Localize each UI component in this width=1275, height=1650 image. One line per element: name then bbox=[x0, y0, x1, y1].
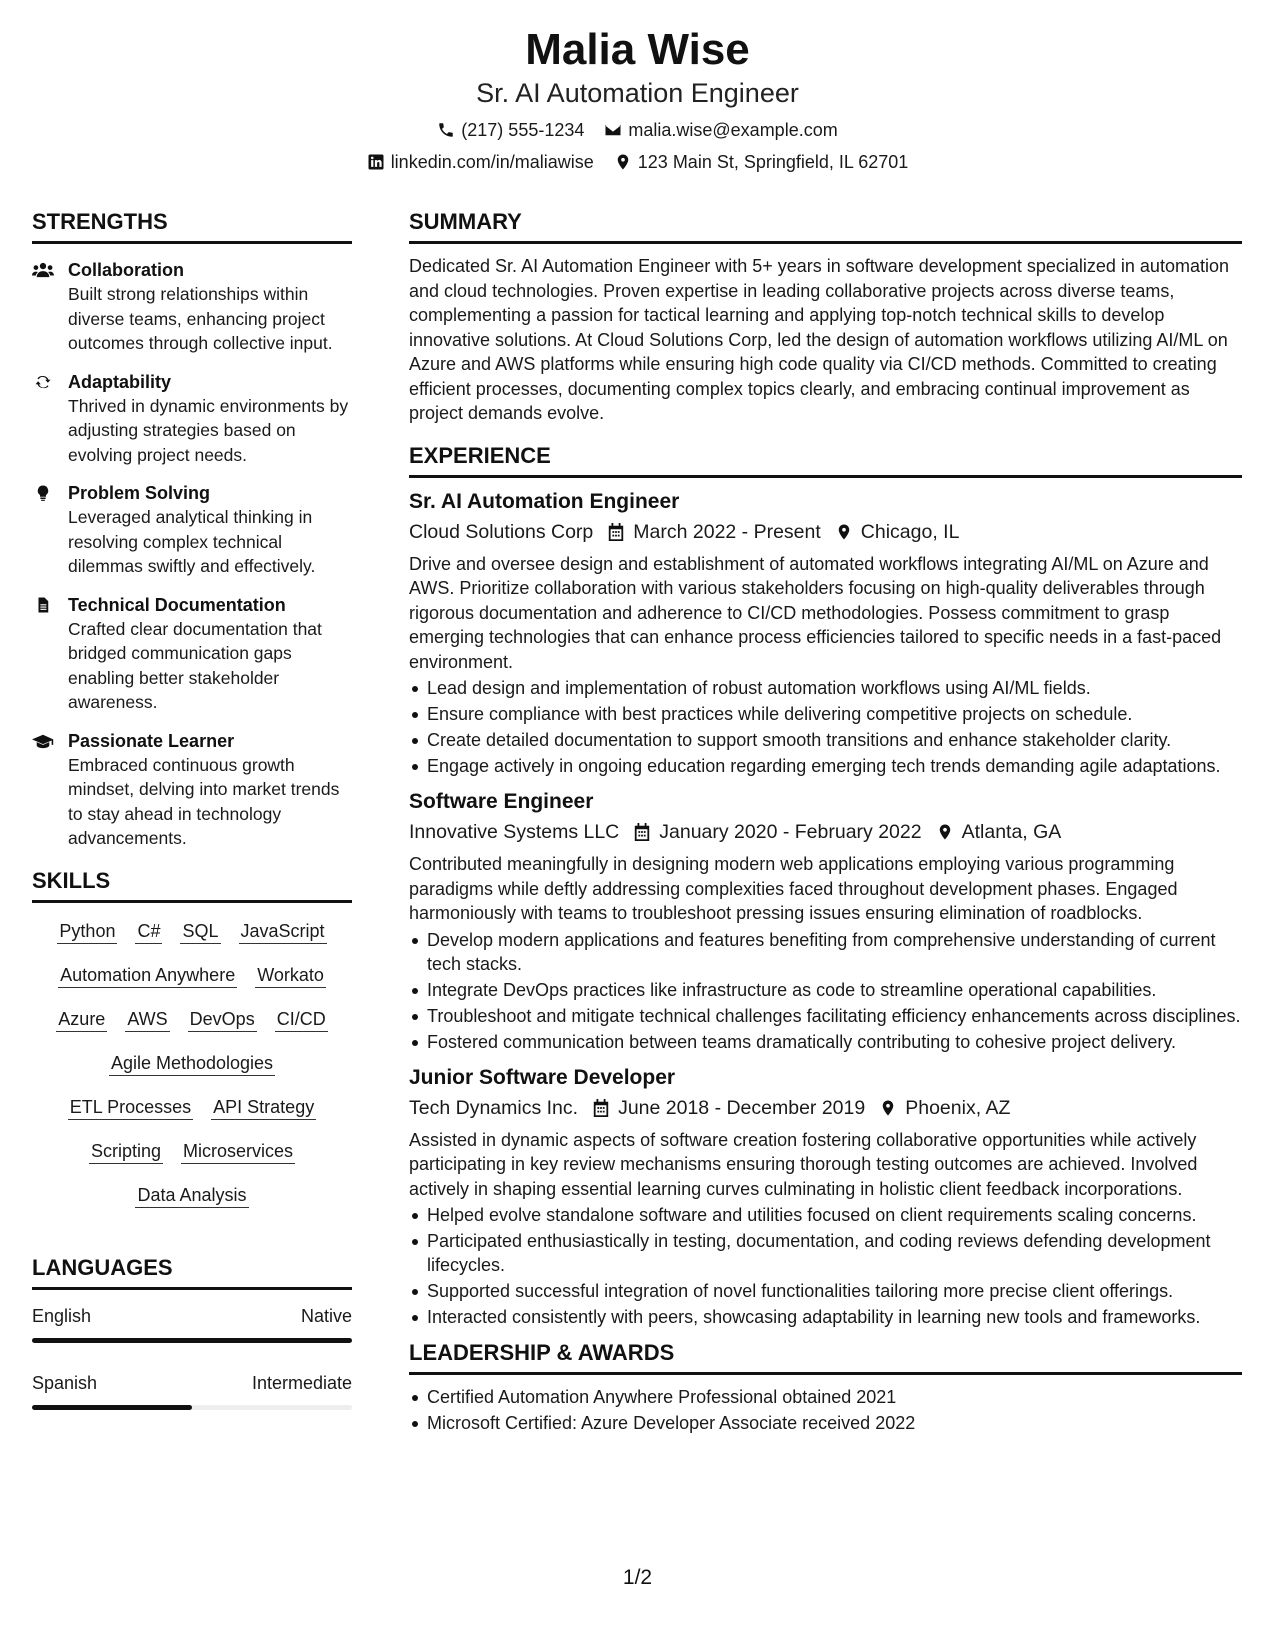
language-level: Intermediate bbox=[251, 1372, 352, 1393]
strength-title: Passionate Learner bbox=[68, 730, 235, 751]
summary-text: Dedicated Sr. AI Automation Engineer with 5+ years in software development specialized in automation and cloud technologies. Proven expertise in leading collaborative projects across diverse teams, complementing a passion for tactical learning and applying top-notch technical skills to develop innovative solutions. At Cloud Solutions Corp, led the design of automation workflows utilizing AI/ML on Azure and AWS platforms while ensuring high code quality via CI/CD methods. Committed to creating efficient processes, documenting complex topics clearly, and embracing continual improvement as project demands evolve. bbox=[409, 256, 1229, 423]
language-name: Spanish bbox=[32, 1372, 98, 1393]
job-role: Junior Software Developer bbox=[409, 1065, 676, 1089]
skill-tag: C# bbox=[135, 919, 162, 944]
graduation-cap-icon bbox=[32, 732, 54, 750]
refresh-icon bbox=[32, 373, 54, 391]
job-bullets bbox=[409, 928, 1242, 1054]
language-proficiency-fill bbox=[32, 1405, 192, 1410]
skill-tag: SQL bbox=[180, 919, 220, 944]
skill-tag: Microservices bbox=[181, 1139, 295, 1164]
summary-heading: SUMMARY bbox=[409, 208, 1242, 244]
list-item: Lead design and implementation of robust automation workflows using AI/ML fields. bbox=[409, 676, 1242, 700]
strength-item bbox=[32, 593, 352, 715]
skills-list bbox=[32, 913, 352, 1208]
language-item bbox=[32, 1371, 352, 1410]
job-entry bbox=[409, 1064, 1242, 1330]
strength-desc: Embraced continuous growth mindset, delving into market trends to stay ahead in technology advancements. bbox=[68, 754, 340, 848]
skill-tag: Scripting bbox=[89, 1139, 163, 1164]
job-dates: March 2022 - Present bbox=[633, 520, 821, 543]
skill-tag: Data Analysis bbox=[135, 1183, 248, 1208]
page-number: 1/2 bbox=[622, 1566, 653, 1589]
strength-item bbox=[32, 729, 352, 851]
strength-title: Problem Solving bbox=[68, 483, 211, 503]
job-bullets bbox=[409, 676, 1242, 778]
skill-tag: JavaScript bbox=[239, 919, 327, 944]
job-location: Phoenix, AZ bbox=[905, 1096, 1011, 1119]
envelope-icon bbox=[604, 121, 622, 139]
language-proficiency-fill bbox=[32, 1338, 352, 1343]
phone-icon bbox=[437, 121, 455, 139]
skill-tag: Automation Anywhere bbox=[58, 963, 237, 988]
phone-number: (217) 555-1234 bbox=[461, 120, 585, 140]
strength-item bbox=[32, 258, 352, 356]
job-location: Atlanta, GA bbox=[961, 821, 1062, 843]
language-name: English bbox=[32, 1305, 92, 1326]
language-proficiency-bar bbox=[32, 1338, 352, 1343]
strength-desc: Thrived in dynamic environments by adjusting strategies based on evolving project needs. bbox=[68, 395, 349, 465]
map-pin-icon bbox=[879, 1098, 897, 1118]
job-dates: January 2020 - February 2022 bbox=[659, 821, 922, 843]
list-item: Helped evolve standalone software and utilities focused on client requirements scaling concerns. bbox=[409, 1203, 1242, 1227]
calendar-icon bbox=[633, 822, 651, 842]
skills-heading: SKILLS bbox=[32, 867, 352, 903]
job-meta bbox=[409, 518, 1242, 546]
strength-item bbox=[32, 370, 352, 468]
strengths-list bbox=[32, 254, 352, 851]
job-entry bbox=[409, 488, 1242, 779]
language-item bbox=[32, 1304, 352, 1343]
job-dates: June 2018 - December 2019 bbox=[618, 1096, 866, 1119]
job-bullets bbox=[409, 1203, 1242, 1329]
job-location: Chicago, IL bbox=[860, 520, 960, 543]
strength-title: Adaptability bbox=[68, 371, 172, 392]
list-item: Supported successful integration of novel functionalities tailoring more precise client offerings. bbox=[409, 1279, 1242, 1303]
strength-title: Technical Documentation bbox=[68, 594, 286, 615]
strength-desc: Crafted clear documentation that bridged communication gaps enabling better stakeholder awareness. bbox=[68, 618, 322, 712]
address-contact bbox=[614, 150, 909, 174]
language-proficiency-bar bbox=[32, 1405, 352, 1410]
skill-tag: Azure bbox=[56, 1007, 107, 1032]
phone-contact bbox=[437, 118, 584, 142]
list-item: Interacted consistently with peers, showcasing adaptability in learning new tools and frameworks. bbox=[409, 1305, 1242, 1329]
right-column bbox=[409, 208, 1242, 1437]
skill-tag: API Strategy bbox=[211, 1095, 316, 1120]
skill-tag: CI/CD bbox=[275, 1007, 328, 1032]
lightbulb-icon bbox=[32, 484, 54, 502]
skill-tag: Agile Methodologies bbox=[109, 1051, 275, 1076]
map-pin-icon bbox=[614, 153, 632, 171]
map-pin-icon bbox=[936, 822, 954, 842]
address-text: 123 Main St, Springfield, IL 62701 bbox=[637, 152, 909, 172]
email-address[interactable]: malia.wise@example.com bbox=[628, 120, 838, 140]
users-icon bbox=[32, 261, 54, 279]
strength-title: Collaboration bbox=[68, 260, 184, 280]
strength-desc: Leveraged analytical thinking in resolving complex technical dilemmas swiftly and effectively. bbox=[68, 507, 316, 576]
list-item: Troubleshoot and mitigate technical challenges facilitating efficiency enhancements across disciplines. bbox=[409, 1004, 1242, 1028]
linkedin-contact[interactable] bbox=[367, 150, 594, 174]
language-level: Native bbox=[300, 1305, 352, 1326]
skill-tag: Workato bbox=[255, 963, 326, 988]
strengths-heading: STRENGTHS bbox=[32, 208, 352, 244]
skill-tag: ETL Processes bbox=[68, 1095, 193, 1120]
list-item: Fostered communication between teams dramatically contributing to cohesive project delivery. bbox=[409, 1030, 1242, 1054]
strength-item bbox=[32, 481, 352, 579]
map-pin-icon bbox=[835, 522, 853, 542]
job-meta bbox=[409, 818, 1242, 846]
email-contact[interactable] bbox=[604, 118, 837, 142]
candidate-title: Sr. AI Automation Engineer bbox=[476, 78, 799, 108]
list-item: Microsoft Certified: Azure Developer Associate received 2022 bbox=[409, 1411, 1242, 1435]
list-item: Certified Automation Anywhere Professional obtained 2021 bbox=[409, 1385, 1242, 1409]
calendar-icon bbox=[592, 1098, 610, 1118]
job-entry bbox=[409, 788, 1242, 1054]
strength-desc: Built strong relationships within diverse teams, enhancing project outcomes through collective input. bbox=[68, 284, 333, 353]
resume-header bbox=[0, 24, 1275, 174]
contact-row-1 bbox=[0, 118, 1275, 142]
languages-heading: LANGUAGES bbox=[32, 1254, 352, 1290]
calendar-icon bbox=[607, 522, 625, 542]
list-item: Participated enthusiastically in testing, documentation, and coding reviews defending development lifecycles. bbox=[409, 1229, 1242, 1277]
job-description: Drive and oversee design and establishment of automated workflows integrating AI/ML on Azure and AWS. Prioritize collaboration with various stakeholders focusing on high-quality deliverables through rigorous documentation and adherence to CI/CD methodologies. Possess commitment to grasp emerging technologies that can enhance process efficiencies tailored to specific needs in a fast-paced environment. bbox=[409, 553, 1222, 672]
list-item: Ensure compliance with best practices while delivering competitive projects on schedule. bbox=[409, 702, 1242, 726]
job-role: Software Engineer bbox=[409, 790, 594, 813]
job-meta bbox=[409, 1094, 1242, 1122]
skill-tag: DevOps bbox=[188, 1007, 257, 1032]
experience-heading: EXPERIENCE bbox=[409, 442, 1242, 478]
list-item: Create detailed documentation to support smooth transitions and enhance stakeholder clarity. bbox=[409, 728, 1242, 752]
job-role: Sr. AI Automation Engineer bbox=[409, 489, 680, 513]
job-company: Tech Dynamics Inc. bbox=[409, 1096, 579, 1119]
job-description: Assisted in dynamic aspects of software creation fostering collaborative opportunities while actively participating in key review mechanisms ensuring thorough testing outcomes are achieved. Involved actively in shaping essential learning curves culminating in holistic client feedback incorporations. bbox=[409, 1129, 1198, 1199]
candidate-name: Malia Wise bbox=[525, 25, 750, 74]
document-icon bbox=[32, 596, 54, 614]
linkedin-icon bbox=[367, 153, 385, 171]
awards-list bbox=[409, 1385, 1242, 1435]
job-company: Innovative Systems LLC bbox=[409, 821, 620, 843]
skill-tag: Python bbox=[57, 919, 117, 944]
awards-heading: LEADERSHIP & AWARDS bbox=[409, 1339, 1242, 1375]
list-item: Develop modern applications and features benefiting from comprehensive understanding of current tech stacks. bbox=[409, 928, 1242, 976]
linkedin-url[interactable]: linkedin.com/in/maliawise bbox=[390, 152, 594, 172]
list-item: Engage actively in ongoing education regarding emerging tech trends demanding agile adaptations. bbox=[409, 754, 1242, 778]
list-item: Integrate DevOps practices like infrastructure as code to streamline operational capabilities. bbox=[409, 978, 1242, 1002]
job-description: Contributed meaningfully in designing modern web applications employing various programming paradigms while deftly addressing complexities faced throughout development phases. Engaged harmoniously with teams to troubleshoot pressing issues ensuring elimination of roadblocks. bbox=[409, 854, 1178, 923]
left-column bbox=[32, 208, 352, 1410]
contact-row-2 bbox=[0, 150, 1275, 174]
job-company: Cloud Solutions Corp bbox=[409, 520, 594, 543]
skill-tag: AWS bbox=[125, 1007, 169, 1032]
